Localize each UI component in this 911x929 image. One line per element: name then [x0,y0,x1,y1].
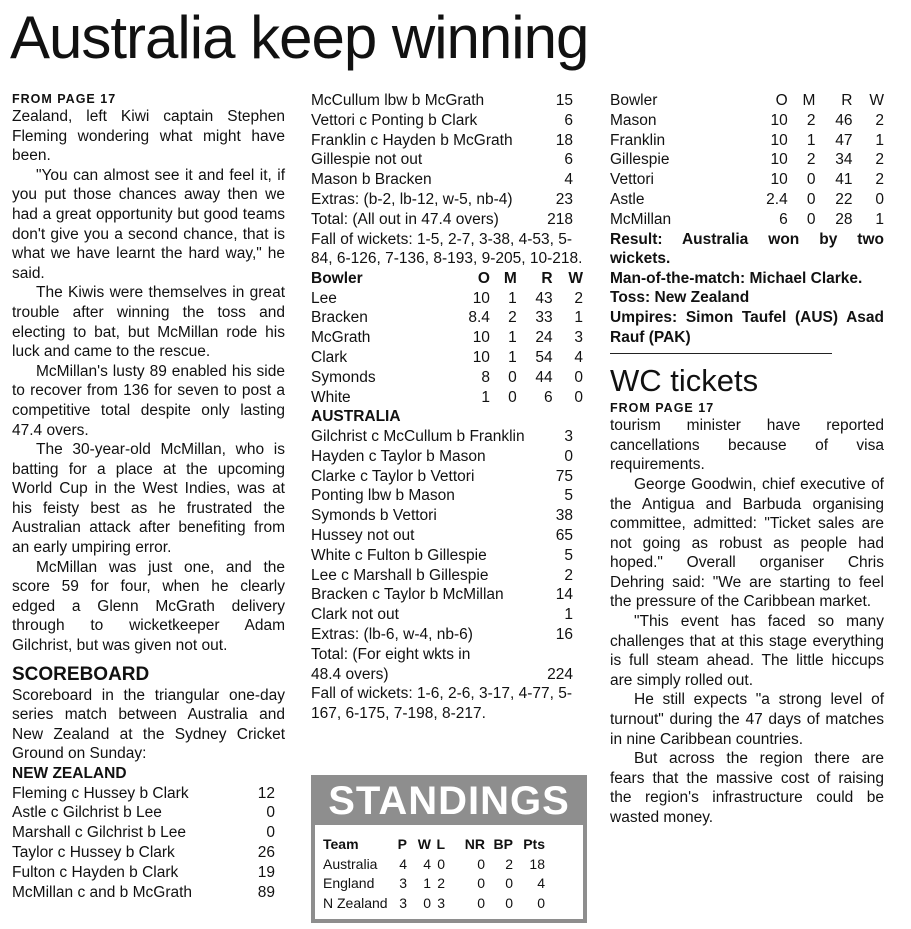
runs: 26 [257,843,275,861]
cell: 1 [423,875,431,891]
cell: 2 [508,309,517,327]
divider [610,353,832,354]
cell: Vettori [610,171,654,189]
batsman: McMillan c and b McGrath [12,883,193,901]
kicker: FROM PAGE 17 [12,92,117,106]
cell: 1 [875,131,884,149]
runs: 15 [555,92,573,109]
paragraph: Zealand, left Kiwi captain Stephen Fleming wondering what might have been. [12,108,285,165]
runs: 38 [555,507,573,525]
cell: Australia [323,855,378,872]
cell: 0 [423,894,431,911]
toss: Toss: New Zealand [610,289,750,307]
header-cell: NR [464,836,485,852]
cell: 2 [574,289,583,307]
cell: 8 [481,368,490,386]
runs: 6 [564,151,573,169]
cell: 6 [779,210,788,228]
cell: 22 [835,190,853,208]
bowling-header [311,269,583,289]
batsman: Clark not out [311,606,399,624]
cell: Lee [311,289,337,307]
cell: 1 [508,329,517,347]
cell: 2 [875,151,884,169]
cell: Franklin [610,131,666,149]
bowling-row [311,368,583,388]
cell: 0 [437,855,445,872]
bowling-row [311,308,583,328]
cell: 41 [835,171,853,189]
header-cell: L [436,836,445,852]
bowling-row [610,170,884,190]
bowling-row [610,131,884,151]
cell: 10 [472,329,490,347]
batsman: Extras: (b-2, lb-12, w-5, nb-4) [311,190,513,208]
cell: 0 [574,368,583,386]
cell: Bracken [311,309,368,327]
cell: 1 [508,289,517,307]
cell: 2 [875,111,884,129]
batting-row [311,506,583,526]
batsman: Gilchrist c McCullum b Franklin [311,427,525,445]
cell: 0 [477,875,485,891]
man-of-the-match: Man-of-the-match: Michael Clarke. [610,269,863,287]
cell: 2 [806,111,816,129]
standings-row [323,855,545,875]
standings-box [311,775,587,923]
header-cell: W [568,269,583,287]
runs: 75 [555,467,573,485]
batting-row [12,863,285,883]
batting-row [311,625,583,645]
cell: 4 [537,875,545,891]
cell: 10 [472,348,490,366]
batsman: Symonds b Vettori [311,507,437,525]
runs: 3 [564,427,573,445]
batting-row [311,585,583,605]
header-cell: P [397,836,407,852]
bowling-row [311,348,583,368]
cell: England [323,875,375,891]
cell: 8.4 [468,309,490,327]
standings-header [323,835,545,855]
cell: 0 [477,855,485,872]
batting-row [311,190,583,210]
cell: 4 [399,855,407,872]
cell: Clark [311,348,348,366]
batsman: Bracken c Taylor b McMillan [311,586,504,604]
nz-batting-table [12,784,285,903]
header-cell: W [869,92,884,109]
total-row [311,645,583,685]
story-column [12,91,285,902]
batsman: Extras: (lb-6, w-4, nb-6) [311,625,473,643]
cell: 2.4 [766,190,788,208]
aus-total [311,645,583,685]
scoreboard-heading: SCOREBOARD [12,663,150,685]
cell: 10 [472,289,490,307]
runs: 2 [564,566,573,584]
cell: 10 [770,151,788,169]
batting-row [12,784,285,804]
cell: 1 [508,348,517,366]
bowling-row [311,289,583,309]
aus-bowling-table [311,269,583,408]
cell: 0 [806,190,816,208]
header-cell: O [775,92,788,109]
batsman: Hussey not out [311,526,415,544]
cell: 3 [437,894,445,911]
batsman: Gillespie not out [311,151,423,169]
paragraph: McMillan's lusty 89 enabled his side to recover from 136 for seven to post a competitive total despite only lasting 47.4 overs. [12,362,285,439]
standings-row [323,894,545,914]
bowling-row [610,150,884,170]
batsman: Astle c Gilchrist b Lee [12,804,162,822]
results-column [610,91,884,828]
cell: 10 [770,171,788,189]
bowling-row [311,388,583,408]
cell: 0 [806,171,816,189]
cell: 2 [437,875,445,891]
fall-of-wickets-nz: Fall of wickets: 1-5, 2-7, 3-38, 4-53, 5-84, 6-126, 7-136, 8-193, 9-205, 10-218. [311,230,583,268]
batting-row [12,803,285,823]
runs: 18 [555,131,573,149]
scoreboard-intro: Scoreboard in the triangular one-day series match between Australia and New Zealand at the Sydney Cricket Ground on Sunday: [12,686,285,763]
runs: 218 [547,210,573,228]
batsman: Franklin c Hayden b McGrath [311,131,513,149]
cell: 18 [529,855,545,872]
cell: N Zealand [323,894,388,911]
batsman: Taylor c Hussey b Clark [12,843,175,861]
cell: 4 [423,855,431,872]
runs: 5 [564,546,573,564]
cell: 0 [875,190,884,208]
cell: McGrath [311,329,371,347]
cell: 0 [508,388,517,406]
cell: 46 [835,111,853,129]
nz-batting-table-cont [311,91,583,230]
header-cell: Bowler [610,92,658,109]
header-cell: R [541,269,553,287]
bowling-row [311,328,583,348]
runs: 14 [555,586,573,604]
cell: 0 [574,388,583,406]
batting-row [311,526,583,546]
paragraph: He still expects "a strong level of turnout" during the 47 days of matches in nine Caribbean countries. [610,691,884,748]
cell: Gillespie [610,151,670,169]
runs: 1 [564,606,573,624]
batting-row [12,823,285,843]
batting-row [311,486,583,506]
cell: 3 [574,329,583,347]
paragraph: "You can almost see it and feel it, if you put those chances away then we had a great opportunity but good teams don't give you a second chance, that is what we have learnt the hard way," he said. [12,166,285,282]
cell: 10 [770,111,788,129]
headline: Australia keep winning [10,4,589,71]
paragraph: The Kiwis were themselves in great trouble after winning the toss and electing to bat, but McMillan rode his luck and came to the rescue. [12,284,285,361]
header-cell: O [477,269,490,287]
batsman: Lee c Marshall b Gillespie [311,566,489,584]
cell: 3 [399,894,407,911]
batting-row [311,427,583,447]
nz-bowling-table [610,91,884,230]
runs: 16 [555,625,573,643]
aus-batting-table [311,427,583,645]
cell: 6 [543,388,553,406]
batsman: Clarke c Taylor b Vettori [311,467,475,485]
match-result: Result: Australia won by two wickets. [610,230,884,268]
batsman: Vettori c Ponting b Clark [311,111,478,129]
cell: 4 [574,348,583,366]
runs: 4 [564,171,573,189]
bowling-row [610,210,884,230]
header-cell: Pts [523,836,545,852]
runs: 12 [257,784,275,802]
header-cell: Team [323,836,359,852]
runs: 5 [564,487,573,505]
cell: 1 [574,309,583,327]
runs: 0 [266,824,275,842]
runs: 89 [257,883,275,901]
batting-row [311,170,583,190]
wc-headline: WC tickets [610,363,759,399]
bowling-row [610,111,884,131]
bowling-row [610,190,884,210]
cell: 0 [537,894,545,911]
runs: 0 [266,804,275,822]
team-heading-nz: NEW ZEALAND [12,765,127,782]
cell: 0 [505,894,513,911]
header-cell: R [841,92,853,109]
cell: 2 [875,171,884,189]
cell: 0 [806,210,816,228]
header-cell: Bowler [311,269,363,287]
batsman: Total: (All out in 47.4 overs) [311,210,499,228]
paragraph: George Goodwin, chief executive of the Antigua and Barbuda organising committee, admitted: "Ticket sales are not going as robust as people had hoped." Overall organiser Chris Dehring said: "We are starting to feel the pressure of the Caribbean market. [610,475,884,611]
scoreboard-column [311,91,583,723]
standings-row [323,874,545,894]
batsman: White c Fulton b Gillespie [311,546,487,564]
batsman: Mason b Bracken [311,171,432,189]
total-runs: 224 [547,665,573,683]
batsman: Fulton c Hayden b Clark [12,863,179,881]
cell: 0 [508,368,517,386]
batting-row [311,131,583,151]
batting-row [311,566,583,586]
cell: 47 [835,131,853,149]
cell: Mason [610,111,657,129]
cell: Symonds [311,368,376,386]
paragraph: tourism minister have reported cancellations because of visa requirements. [610,417,884,474]
cell: 24 [535,329,553,347]
standings-title: STANDINGS [315,779,583,825]
cell: White [311,388,351,406]
cell: 44 [535,368,553,386]
batting-row [311,467,583,487]
cell: 0 [477,894,485,911]
paragraph: The 30-year-old McMillan, who is batting for a place at the upcoming World Cup in the West Indies, was at his feisty best as he frustrated the Australian attack after benefiting from an early umpiring error. [12,441,285,557]
cell: McMillan [610,210,672,228]
cell: 0 [505,875,513,891]
kicker: FROM PAGE 17 [610,401,715,416]
cell: 1 [875,210,884,228]
runs: 0 [564,447,573,465]
cell: 28 [835,210,853,228]
header-cell: BP [493,836,513,852]
umpires: Umpires: Simon Taufel (AUS) Asad Rauf (PAK) [610,308,884,346]
cell: 1 [481,388,490,406]
paragraph: McMillan was just one, and the score 59 for four, when he clearly edged a Glenn McGrath delivery through to wicketkeeper Adam Gilchrist, but was given not out. [12,558,285,655]
batting-row [12,843,285,863]
batsman: McCullum lbw b McGrath [311,92,485,109]
cell: 1 [806,131,816,149]
batting-row [311,150,583,170]
cell: 33 [535,309,553,327]
header-cell: M [802,92,816,109]
cell: Astle [610,190,645,208]
paragraph: "This event has faced so many challenges that at this stage everything is full steam ahead. The little hiccups are simply rolled out. [610,613,884,689]
cell: 34 [835,151,853,169]
fall-of-wickets-aus: Fall of wickets: 1-6, 2-6, 3-17, 4-77, 5-167, 6-175, 7-198, 8-217. [311,685,573,722]
team-heading-aus: AUSTRALIA [311,408,401,426]
batting-row [311,111,583,131]
paragraph: But across the region there are fears that the massive cost of raising the region's infrastructure could be wasted money. [610,750,884,827]
batsman: Marshall c Gilchrist b Lee [12,824,187,842]
batting-row [311,447,583,467]
batting-row [311,546,583,566]
batting-row [311,605,583,625]
cell: 2 [806,151,816,169]
total-label: Total: (For eight wkts in 48.4 overs) [311,645,471,683]
cell: 54 [535,348,553,366]
runs: 6 [564,111,573,129]
runs: 65 [555,526,573,544]
runs: 23 [555,190,573,208]
cell: 3 [399,875,407,891]
batting-row [311,91,583,111]
batsman: Hayden c Taylor b Mason [311,447,486,465]
batsman: Ponting lbw b Mason [311,487,455,505]
batting-row [311,210,583,230]
cell: 2 [505,855,513,872]
cell: 10 [770,131,788,149]
runs: 19 [257,863,275,881]
header-cell: W [417,836,431,852]
cell: 43 [535,289,553,307]
header-cell: M [503,269,517,287]
batsman: Fleming c Hussey b Clark [12,784,189,802]
bowling-header [610,91,884,111]
standings-table [323,835,545,913]
batting-row [12,883,285,903]
